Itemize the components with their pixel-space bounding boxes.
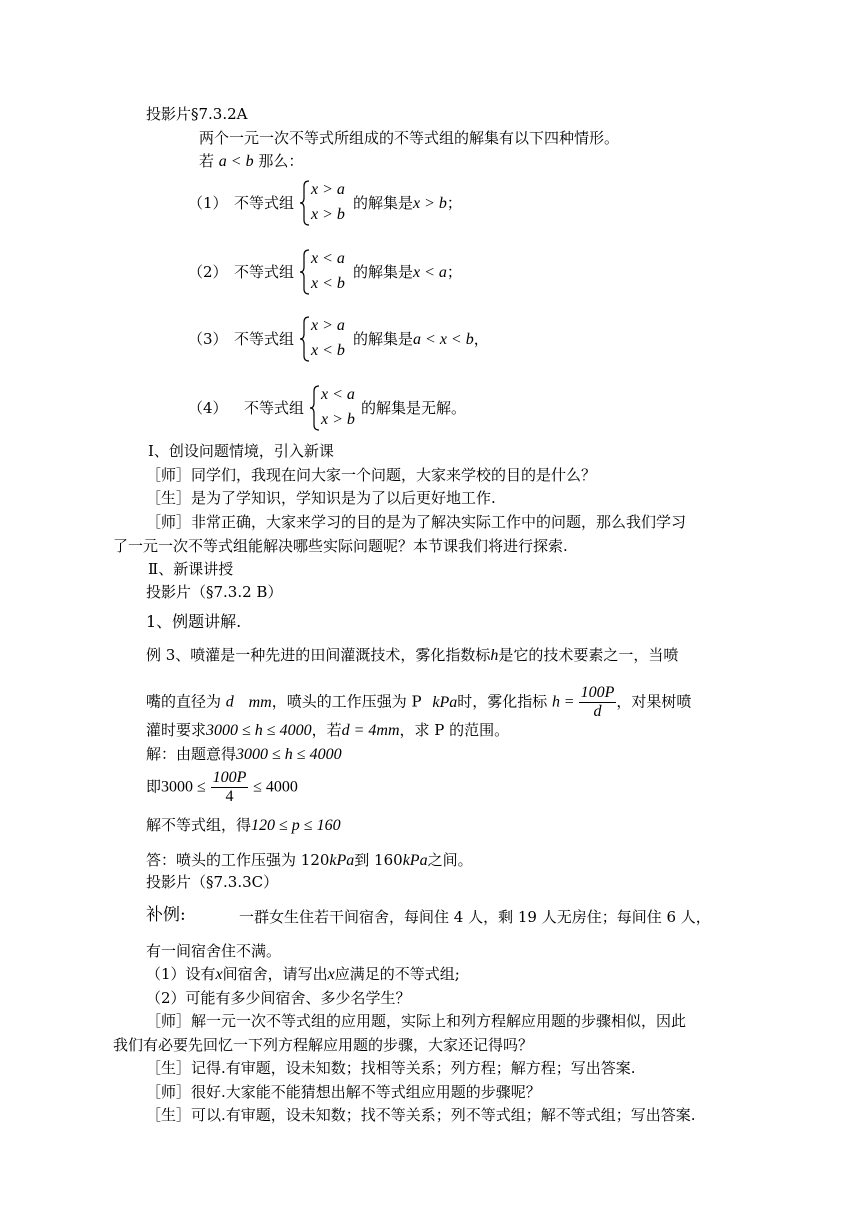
case-1-ineq-top: x > a [311,181,345,198]
dialogue-line: ［师］很好.大家能不能猜想出解不等式组应用题的步骤呢？ [146,1083,541,1101]
case-1-ineq-bottom: x > b [311,206,345,223]
dialogue-line: ［生］记得.有审题，设未知数；找相等关系；列方程；解方程；写出答案. [146,1059,636,1077]
dialogue-line: ［师］非常正确，大家来学习的目的是为了解决实际工作中的问题，那么我们学习 [146,513,687,531]
slide-c-title: 投影片（§7.3.3C） [146,873,279,891]
example-heading: 1、例题讲解. [146,612,242,631]
question-1: （1）设有x间宿舍，请写出x应满足的不等式组; [146,965,460,983]
solution-line-1: 解：由题意得3000 ≤ h ≤ 4000 [146,745,342,763]
dialogue-line-cont: 了一元一次不等式组能解决哪些实际问题呢？本节课我们将进行探索. [113,537,568,555]
section-1-heading: Ⅰ、创设问题情境，引入新课 [148,442,334,460]
fraction-100p-over-d: $\frac{100P}{d}$ [580,684,615,720]
supplement-line-2: 有一间宿舍住不满。 [146,942,282,960]
dialogue-line: ［生］可以.有审题，设未知数；找不等关系；列不等式组；解不等式组；写出答案. [146,1106,696,1124]
case-3-label: 不等式组 [234,330,295,348]
case-4-number: （4） [188,399,228,417]
fraction-100p-over-4: $\frac{100P}{4}$ [212,769,247,805]
brace-icon [309,385,321,431]
dialogue-line: ［师］同学们，我现在问大家一个问题，大家来学校的目的是什么？ [146,466,597,484]
slide-a-intro: 两个一元一次不等式所组成的不等式组的解集有以下四种情形。 [199,129,620,147]
example-3-line-3: 灌时要求3000 ≤ h ≤ 4000，若d = 4mm，求 P 的范围。 [146,721,510,739]
dialogue-line-cont: 我们有必要先回忆一下列方程解应用题的步骤，大家还记得吗？ [113,1036,534,1054]
case-1-solution: 的解集是x > b； [353,194,462,212]
slide-a-title: 投影片§7.3.2A [146,105,248,123]
brace-icon [299,249,311,295]
dialogue-line: ［师］解一元一次不等式组的应用题，实际上和列方程解应用题的步骤相似，因此 [146,1012,687,1030]
brace-icon [299,316,311,362]
slide-b-title: 投影片（§7.3.2 B） [146,583,283,601]
case-4-ineq-top: x < a [321,386,355,403]
section-2-heading: Ⅱ、新课讲授 [148,560,234,578]
answer-line: 答：喷头的工作压强为 120kPa到 160kPa之间。 [146,851,473,869]
case-3-solution: 的解集是a < x < b， [353,330,489,348]
slide-a-condition: 若 a < b 那么： [199,152,304,170]
case-3-ineq-top: x > a [311,317,345,334]
example-3-line-2: 嘴的直径为 d mm，喷头的工作压强为 P kPa时，雾化指标 h = $\frac{100P}{d}$ ，对果树喷 [146,684,692,720]
supplement-line-1: 一群女生住若干间宿舍，每间住 4 人，剩 19 人无房住；每间住 6 人， [239,908,711,926]
case-2-ineq-top: x < a [311,250,345,267]
solution-line-3: 解不等式组，得120 ≤ p ≤ 160 [146,816,341,834]
case-2-solution: 的解集是x < a； [353,263,462,281]
case-2-label: 不等式组 [234,263,295,281]
case-3-ineq-bottom: x < b [311,342,345,359]
case-1-number: （1） [188,194,228,212]
case-3-number: （3） [188,330,228,348]
case-4-label: 不等式组 [244,399,305,417]
solution-line-2: 即3000 ≤ $\frac{100P}{4}$ ≤ 4000 [146,769,298,805]
case-1-label: 不等式组 [234,194,295,212]
case-4-ineq-bottom: x > b [321,411,355,428]
case-4-solution: 的解集是无解。 [361,399,467,417]
question-2: （2）可能有多少间宿舍、多少名学生？ [146,989,411,1007]
case-2-number: （2） [188,263,228,281]
brace-icon [299,180,311,226]
case-2-ineq-bottom: x < b [311,275,345,292]
dialogue-line: ［生］是为了学知识，学知识是为了以后更好地工作. [146,489,496,507]
supplement-label: 补例: [146,905,186,925]
example-3-line-1: 例 3、喷灌是一种先进的田间灌溉技术，雾化指数标h是它的技术要素之一，当喷 [146,646,679,664]
